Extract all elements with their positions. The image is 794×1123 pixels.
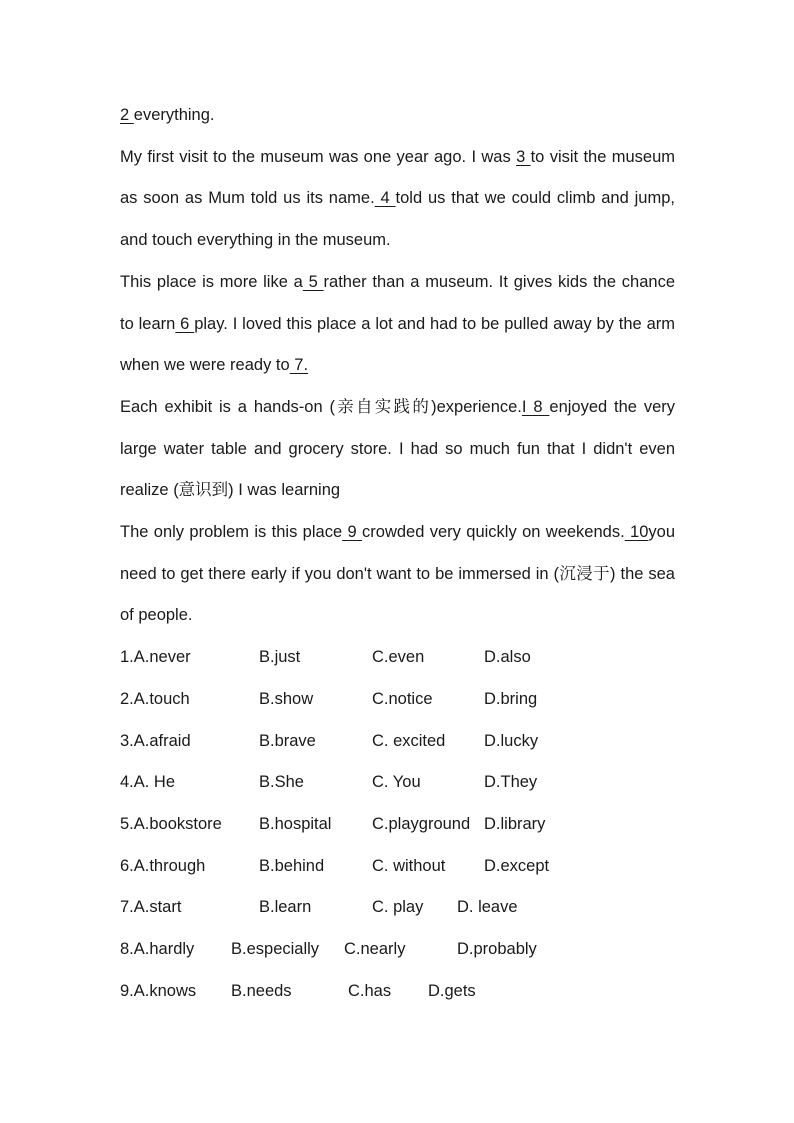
option-row-4 (120, 762, 675, 804)
blank-8: I 8 (521, 397, 550, 416)
option-b: B.especially (231, 939, 320, 958)
passage-text: rather than a museum. It gives kids the chance to learn (120, 272, 675, 333)
passage-text: This place is more like a (120, 272, 303, 291)
option-d: D.except (484, 856, 550, 875)
passage-text: you need to get there early if you don't want to be immersed in (沉浸于) the sea of people. (120, 523, 675, 625)
option-a: 6.A.through (120, 856, 206, 875)
option-row-2 (120, 679, 675, 721)
option-d: D.They (484, 773, 538, 792)
passage-text: everything. (133, 106, 215, 124)
blank-7: 7. (289, 356, 309, 375)
blank-10: 10 (624, 523, 649, 542)
option-d: D.lucky (484, 731, 539, 750)
worksheet-page (120, 95, 675, 1012)
option-b: B.needs (231, 981, 292, 1000)
passage-paragraph-2 (120, 262, 675, 387)
passage-line-0 (120, 95, 675, 137)
option-a: 4.A. He (120, 773, 176, 792)
option-c: C. You (372, 773, 421, 792)
option-d: D.also (484, 648, 531, 667)
option-a: 1.A.never (120, 648, 191, 667)
option-b: B.show (259, 689, 314, 708)
option-b: B.behind (259, 856, 325, 875)
passage-text: My first visit to the museum was one year ago. I was (120, 147, 517, 166)
option-d: D.library (484, 814, 546, 833)
blank-2: 2 (120, 106, 134, 124)
blank-9: 9 (342, 523, 363, 542)
option-a: 7.A.start (120, 898, 182, 917)
option-d: D.gets (428, 981, 476, 1000)
option-d: D.probably (457, 939, 537, 958)
option-a: 8.A.hardly (120, 939, 195, 958)
passage-text: Each exhibit is a hands-on (亲自实践的)experience. (120, 397, 522, 416)
option-row-6 (120, 846, 675, 888)
passage-text: told us that we could climb and jump, and touch everything in the museum. (120, 189, 675, 250)
option-row-8 (120, 929, 675, 971)
passage-text: crowded very quickly on weekends. (362, 523, 625, 542)
option-row-7 (120, 887, 675, 929)
option-c: C.has (348, 981, 392, 1000)
option-b: B.She (259, 773, 304, 792)
passage-paragraph-4 (120, 512, 675, 637)
blank-3: 3 (516, 147, 531, 166)
option-row-9 (120, 971, 675, 1013)
option-c: C. play (372, 898, 424, 917)
blank-6: 6 (175, 314, 195, 333)
passage-text: The only problem is this place (120, 523, 343, 542)
blank-5: 5 (302, 272, 324, 291)
option-b: B.hospital (259, 814, 332, 833)
option-c: C. without (372, 856, 446, 875)
option-a: 3.A.afraid (120, 731, 191, 750)
passage-text: play. I loved this place a lot and had to be pulled away by the arm when we were ready to (120, 314, 675, 375)
option-c: C.nearly (344, 939, 406, 958)
option-b: B.learn (259, 898, 312, 917)
passage-text: enjoyed the very large water table and grocery store. I had so much fun that I didn't even realize (意识到) I was learning (120, 397, 676, 500)
passage-paragraph-3 (120, 387, 675, 512)
option-row-5 (120, 804, 675, 846)
option-a: 5.A.bookstore (120, 814, 222, 833)
passage-text: to visit the museum as soon as Mum told us its name. (120, 147, 675, 208)
option-c: C.playground (372, 814, 471, 833)
option-b: B.brave (259, 731, 316, 750)
option-c: C.even (372, 648, 425, 667)
option-a: 9.A.knows (120, 981, 197, 1000)
option-c: C. excited (372, 731, 446, 750)
option-row-1 (120, 637, 675, 679)
option-b: B.just (259, 648, 301, 667)
blank-4: 4 (374, 189, 396, 208)
option-a: 2.A.touch (120, 689, 190, 708)
passage-paragraph-1 (120, 137, 675, 262)
option-row-3 (120, 721, 675, 763)
option-c: C.notice (372, 689, 433, 708)
answer-options (120, 637, 675, 1012)
option-d: D. leave (457, 898, 518, 917)
option-d: D.bring (484, 689, 538, 708)
